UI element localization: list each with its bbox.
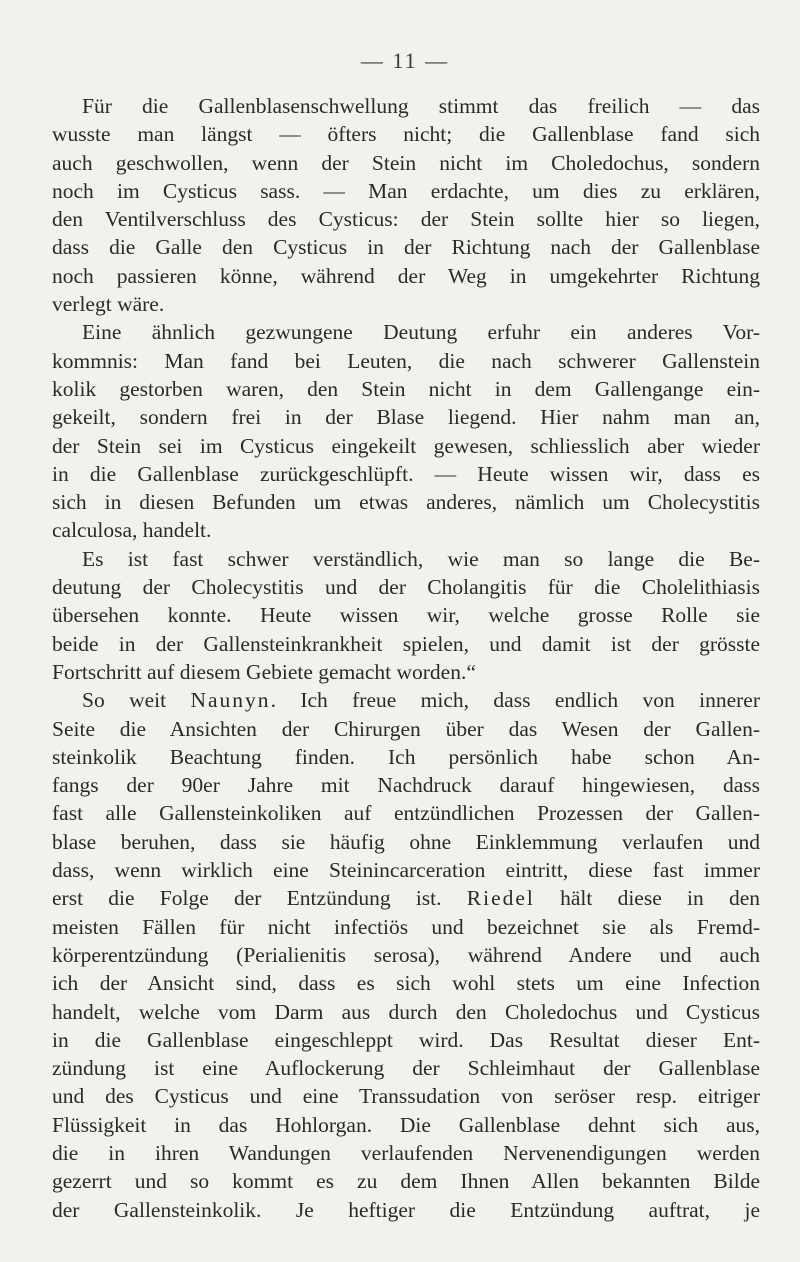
text-line: in die Gallenblase eingeschleppt wird. Das Resultat dieser Ent- (52, 1027, 760, 1052)
text-line (52, 686, 760, 714)
text-line: in die Gallenblase zurückgeschlüpft. — Heute wissen wir, dass es (52, 461, 760, 486)
text-line: noch passieren könne, während der Weg in umgekehrter Richtung (52, 263, 760, 288)
text-line: kolik gestorben waren, den Stein nicht in dem Gallengange ein- (52, 376, 760, 401)
text-line: körperentzündung (Perialienitis serosa), während Andere und auch (52, 942, 760, 967)
text-line: beide in der Gallensteinkrankheit spielen, und damit ist der grösste (52, 631, 760, 656)
paragraph-4 (52, 686, 760, 1224)
paragraph-1 (52, 92, 760, 318)
page-number: — 11 — (360, 48, 450, 73)
text-line: Für die Gallenblasenschwellung stimmt das freilich — das (82, 94, 760, 118)
text-fragment: erst die Folge der Entzündung ist. (52, 886, 467, 911)
text-line: fast alle Gallensteinkoliken auf entzündlichen Prozessen der Gallen- (52, 801, 760, 826)
text-fragment: So weit (82, 688, 191, 713)
text-line: gezerrt und so kommt es zu dem Ihnen Allen bekannten Bilde (52, 1169, 760, 1194)
text-line: der Stein sei im Cysticus eingekeilt gewesen, schliesslich aber wieder (52, 433, 760, 458)
text-line: der Gallensteinkolik. Je heftiger die Entzündung auftrat, je (52, 1197, 760, 1222)
text-line: calculosa, handelt. (52, 518, 212, 543)
paragraph-2 (52, 318, 760, 544)
author-name: Riedel (466, 886, 535, 911)
text-line: wusste man längst — öfters nicht; die Gallenblase fand sich (52, 122, 760, 147)
paragraph-3 (52, 545, 760, 686)
text-line: fangs der 90er Jahre mit Nachdruck darauf hingewiesen, dass (52, 773, 760, 798)
text-line: gekeilt, sondern frei in der Blase liegend. Hier nahm man an, (52, 405, 760, 430)
text-line: und des Cysticus und eine Transsudation von seröser resp. eitriger (52, 1084, 760, 1109)
text-line: übersehen konnte. Heute wissen wir, welche grosse Rolle sie (52, 603, 760, 628)
text-line: Flüssigkeit in das Hohlorgan. Die Gallenblase dehnt sich aus, (52, 1112, 760, 1137)
text-line: dass die Galle den Cysticus in der Richtung nach der Gallenblase (52, 235, 760, 260)
author-name: Naunyn (190, 688, 271, 713)
text-line: handelt, welche vom Darm aus durch den Choledochus und Cysticus (52, 999, 760, 1024)
text-line: auch geschwollen, wenn der Stein nicht im Choledochus, sondern (52, 150, 760, 175)
text-line: die in ihren Wandungen verlaufenden Nervenendigungen werden (52, 1140, 760, 1165)
text-line: sich in diesen Befunden um etwas anderes, nämlich um Cholecystitis (52, 490, 760, 515)
text-line: Es ist fast schwer verständlich, wie man so lange die Be- (82, 546, 760, 571)
text-line: verlegt wäre. (52, 292, 165, 317)
text-line: Seite die Ansichten der Chirurgen über das Wesen der Gallen- (52, 716, 760, 741)
text-line: Eine ähnlich gezwungene Deutung erfuhr ein anderes Vor- (82, 320, 760, 345)
text-line: kommnis: Man fand bei Leuten, die nach schwerer Gallenstein (52, 348, 760, 373)
text-line: blase beruhen, dass sie häufig ohne Einklemmung verlaufen und (52, 829, 760, 854)
text-line: zündung ist eine Auflockerung der Schleimhaut der Gallenblase (52, 1056, 760, 1081)
text-line: meisten Fällen für nicht infectiös und bezeichnet sie als Fremd- (52, 914, 760, 939)
text-line: dass, wenn wirklich eine Steinincarceration eintritt, diese fast immer (52, 858, 760, 883)
text-line: Fortschritt auf diesem Gebiete gemacht worden.“ (52, 659, 476, 684)
text-fragment: hält diese in den (534, 886, 761, 911)
text-line: noch im Cysticus sass. — Man erdachte, um dies zu erklären, (52, 178, 760, 203)
text-line: deutung der Cholecystitis und der Cholangitis für die Cholelithiasis (52, 575, 760, 600)
text-fragment: . Ich freue mich, dass endlich von innerer (270, 688, 760, 713)
text-line: steinkolik Beachtung finden. Ich persönlich habe schon An- (52, 744, 760, 769)
text-line: ich der Ansicht sind, dass es sich wohl stets um eine Infection (52, 971, 760, 996)
text-line (52, 884, 760, 912)
text-line: den Ventilverschluss des Cysticus: der Stein sollte hier so liegen, (52, 207, 760, 232)
document-page (40, 0, 770, 1262)
body-text (52, 92, 760, 1224)
